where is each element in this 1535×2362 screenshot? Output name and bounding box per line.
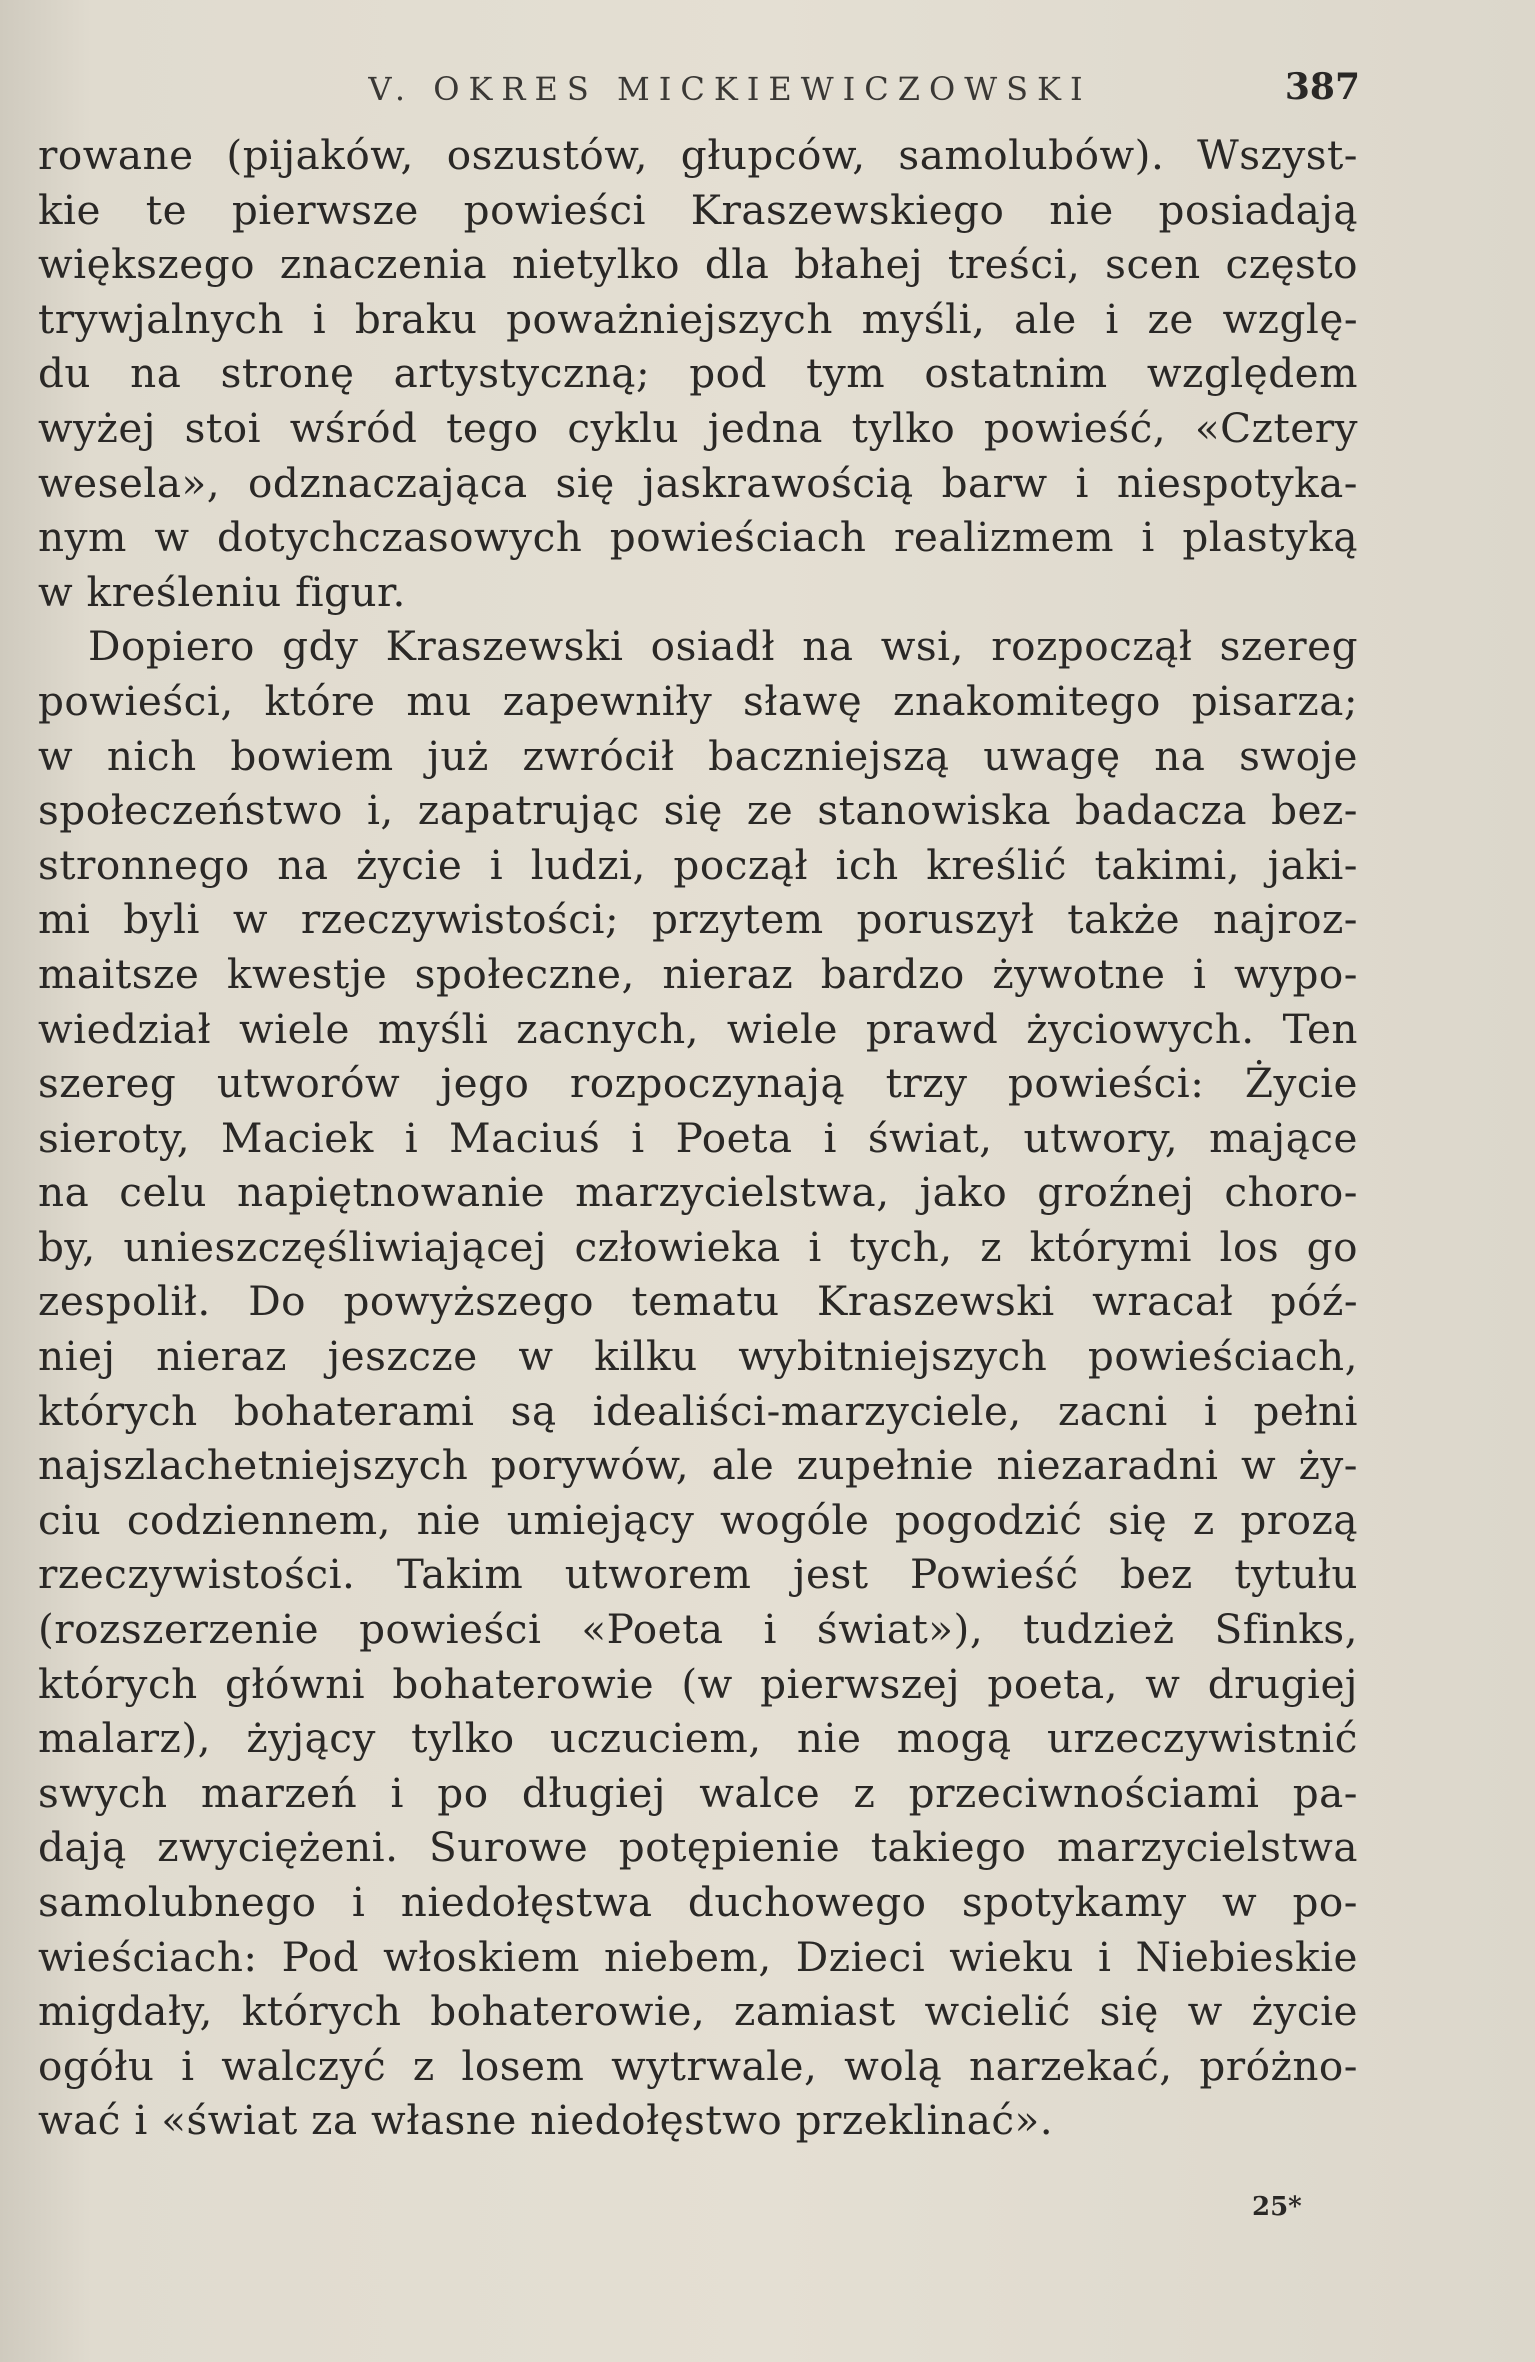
text-line: wyżej stoi wśród tego cyklu jedna tylko powieść, «Cztery xyxy=(38,403,1358,452)
text-line: migdały, których bohaterowie, zamiast wcielić się w życie xyxy=(38,1987,1358,2036)
text-line: wesela», odznaczająca się jaskrawością barw i niespotyka- xyxy=(38,458,1358,507)
body-text xyxy=(38,128,1358,2148)
text-line: du na stronę artystyczną; pod tym ostatnim względem xyxy=(38,349,1358,398)
text-line: kie te pierwsze powieści Kraszewskiego nie posiadają xyxy=(38,185,1358,234)
signature-mark: 25* xyxy=(1252,2192,1302,2222)
paragraph xyxy=(38,619,1358,2148)
text-line: malarz), żyjący tylko uczuciem, nie mogą urzeczywistnić xyxy=(38,1714,1358,1763)
text-line: większego znaczenia nietylko dla błahej treści, scen często xyxy=(38,240,1358,289)
text-line: sieroty, Maciek i Maciuś i Poeta i świat, utwory, mające xyxy=(38,1113,1358,1162)
text-line: których główni bohaterowie (w pierwszej poeta, w drugiej xyxy=(38,1659,1358,1708)
paragraph xyxy=(38,128,1358,619)
text-line: rowane (pijaków, oszustów, głupców, samolubów). Wszyst- xyxy=(38,131,1358,179)
text-line: niej nieraz jeszcze w kilku wybitniejszych powieściach, xyxy=(38,1332,1358,1381)
text-line: by, unieszczęśliwiającej człowieka i tych, z którymi los go xyxy=(38,1222,1358,1271)
text-line: społeczeństwo i, zapatrując się ze stanowiska badacza bez- xyxy=(38,786,1358,835)
text-line: mi byli w rzeczywistości; przytem poruszył także najroz- xyxy=(38,895,1358,944)
text-line: swych marzeń i po długiej walce z przeciwnościami pa- xyxy=(38,1768,1358,1817)
text-line: samolubnego i niedołęstwa duchowego spotykamy w po- xyxy=(38,1878,1358,1926)
text-line: stronnego na życie i ludzi, począł ich kreślić takimi, jaki- xyxy=(38,840,1358,889)
text-line: Dopiero gdy Kraszewski osiadł na wsi, rozpoczął szereg xyxy=(88,622,1358,671)
text-line: nym w dotychczasowych powieściach realizmem i plastyką xyxy=(38,513,1358,562)
text-line: ogółu i walczyć z losem wytrwale, wolą narzekać, próżno- xyxy=(38,2041,1358,2090)
text-line: wieściach: Pod włoskiem niebem, Dzieci wieku i Niebieskie xyxy=(38,1932,1358,1981)
text-line: ciu codziennem, nie umiejący wogóle pogodzić się z prozą xyxy=(38,1495,1358,1544)
text-line: powieści, które mu zapewniły sławę znakomitego pisarza; xyxy=(38,676,1358,725)
text-line: których bohaterami są idealiści-marzyciele, zacni i pełni xyxy=(38,1386,1358,1435)
text-line: wiedział wiele myśli zacnych, wiele prawd życiowych. Ten xyxy=(38,1004,1358,1053)
text-line: (rozszerzenie powieści «Poeta i świat»), tudzież Sfinks, xyxy=(38,1605,1358,1654)
text-line: szereg utworów jego rozpoczynają trzy powieści: Życie xyxy=(38,1059,1358,1108)
text-line: najszlachetniejszych porywów, ale zupełnie niezaradni w ży- xyxy=(38,1441,1358,1490)
text-line: w kreśleniu figur. xyxy=(38,567,406,616)
text-line: zespolił. Do powyższego tematu Kraszewski wracał póź- xyxy=(38,1277,1358,1326)
text-line: wać i «świat za własne niedołęstwo przeklinać». xyxy=(38,2096,1054,2145)
text-line: maitsze kwestje społeczne, nieraz bardzo żywotne i wypo- xyxy=(38,949,1358,998)
text-line: rzeczywistości. Takim utworem jest Powieść bez tytułu xyxy=(38,1550,1358,1599)
text-line: dają zwyciężeni. Surowe potępienie takiego marzycielstwa xyxy=(38,1823,1358,1872)
text-line: na celu napiętnowanie marzycielstwa, jako groźnej choro- xyxy=(38,1168,1358,1217)
running-head: V. OKRES MICKIEWICZOWSKI xyxy=(368,70,1092,108)
page-header xyxy=(100,62,1360,112)
text-line: w nich bowiem już zwrócił baczniejszą uwagę na swoje xyxy=(38,731,1358,780)
page-number: 387 xyxy=(1284,66,1360,108)
text-line: trywjalnych i braku poważniejszych myśli, ale i ze wzglę- xyxy=(38,294,1358,343)
